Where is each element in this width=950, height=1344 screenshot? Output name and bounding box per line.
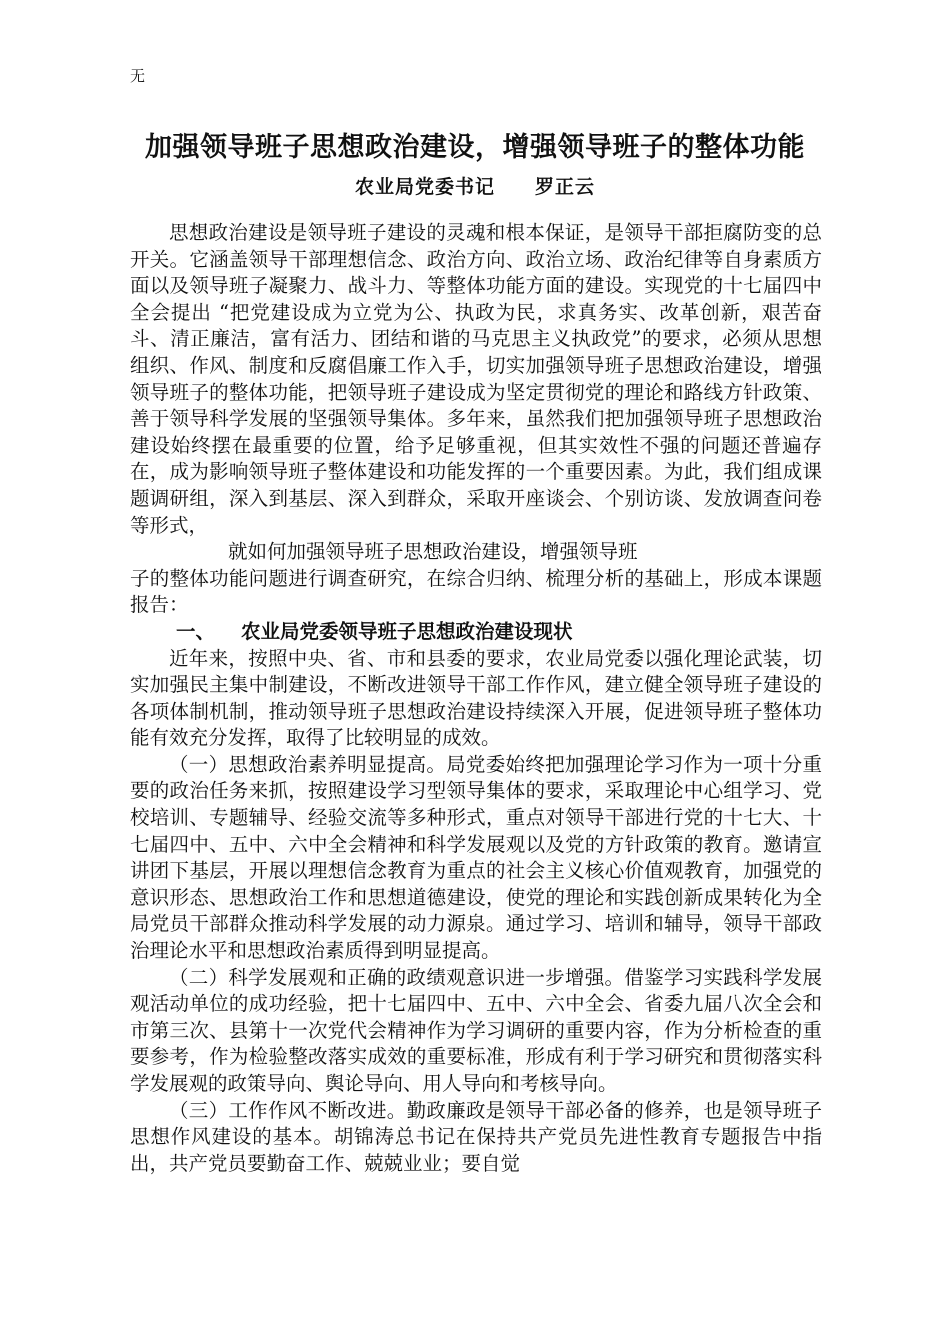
document-title: 加强领导班子思想政治建设，增强领导班子的整体功能: [145, 132, 805, 163]
subsection-label: （三）: [169, 1098, 229, 1122]
subsection-lead: 工作作风不断改进。: [228, 1098, 407, 1122]
subsection-text: 局党委始终把加强理论学习作为一项十分重要的政治任务来抓，按照建设学习型领导集体的要求，采取理论中心组学习、党校培训、专题辅导、经验交流等多种形式，重点对领导干部进行党的十七大、十七届四中、五中、六中全会精神和科学发展观以及党的方针政策的教育。邀请宣讲团下基层，开展以理想信念教育为重点的社会主义核心价值观教育，加强党的意识形态、思想政治工作和思想道德建设，使党的理论和实践创新成果转化为全局党员干部群众推动科学发展的动力源泉。通过学习、培训和辅导，领导干部政治理论水平和思想政治素质得到明显提高。: [130, 752, 822, 963]
subsection-text: 借鉴学习实践科学发展观活动单位的成功经验，把十七届四中、五中、六中全会、省委九届八次全会和市第三次、县第十一次党代会精神作为学习调研的重要内容，作为分析检查的重要参考，作为检验整改落实成效的重要标准，形成有利于学习研究和贯彻落实科学发展观的政策导向、舆论导向、用人导向和考核导向。: [130, 965, 822, 1095]
subsection-lead: 思想政治素养明显提高。: [228, 752, 447, 776]
section-heading: [130, 619, 822, 646]
section-intro-paragraph: 近年来，按照中央、省、市和县委的要求，农业局党委以强化理论武装，切实加强民主集中制建设，不断改进领导干部工作作风，建立健全领导班子建设的各项体制机制，推动领导班子思想政治建设持续深入开展，促进领导班子整体功能有效充分发挥，取得了比较明显的成效。: [130, 646, 822, 750]
byline: [0, 174, 950, 200]
intro-paragraph-continued: 子的整体功能问题进行调查研究，在综合归纳、梳理分析的基础上，形成本课题报告：: [130, 566, 822, 617]
subsection-label: （二）: [169, 965, 229, 989]
author-name: 罗正云: [535, 176, 596, 198]
section-number: 一、: [176, 619, 216, 643]
header-mark: 无: [130, 67, 146, 85]
section-title: 农业局党委领导班子思想政治建设现状: [241, 619, 573, 643]
document-body: [130, 220, 822, 1177]
subsection-label: （一）: [169, 752, 229, 776]
subsection-paragraph-2: [130, 965, 822, 1098]
subsection-text: 勤政廉政是领导干部必备的修养，也是领导班子思想作风建设的基本。胡锦涛总书记在保持共产党员先进性教育专题报告中指出，共产党员要勤奋工作、兢兢业业；要自觉: [130, 1098, 822, 1175]
intro-paragraph-midline: 就如何加强领导班子思想政治建设，增强领导班: [228, 540, 638, 564]
subsection-paragraph-1: [130, 752, 822, 965]
subsection-lead: 科学发展观和正确的政绩观意识进一步增强。: [228, 965, 625, 989]
subsection-paragraph-3: [130, 1098, 822, 1178]
intro-paragraph: 思想政治建设是领导班子建设的灵魂和根本保证，是领导干部拒腐防变的总开关。它涵盖领导干部理想信念、政治方向、政治立场、政治纪律等自身素质方面以及领导班子凝聚力、战斗力、等整体功能方面的建设。实现党的十七届四中全会提出 “把党建设成为立党为公、执政为民，求真务实、改革创新，艰苦奋斗、清正廉洁，富有活力、团结和谐的马克思主义执政党”的要求，必须从思想组织、作风、制度和反腐倡廉工作入手，切实加强领导班子思想政治建设，增强领导班子的整体功能，把领导班子建设成为坚定贯彻党的理论和路线方针政策、善于领导科学发展的坚强领导集体。多年来，虽然我们把加强领导班子思想政治建设始终摆在最重要的位置，给予足够重视，但其实效性不强的问题还普遍存在，成为影响领导班子整体建设和功能发挥的一个重要因素。为此，我们组成课题调研组，深入到基层、深入到群众，采取开座谈会、个别访谈、发放调查问卷等形式，: [130, 221, 822, 537]
author-position: 农业局党委书记: [354, 176, 495, 198]
